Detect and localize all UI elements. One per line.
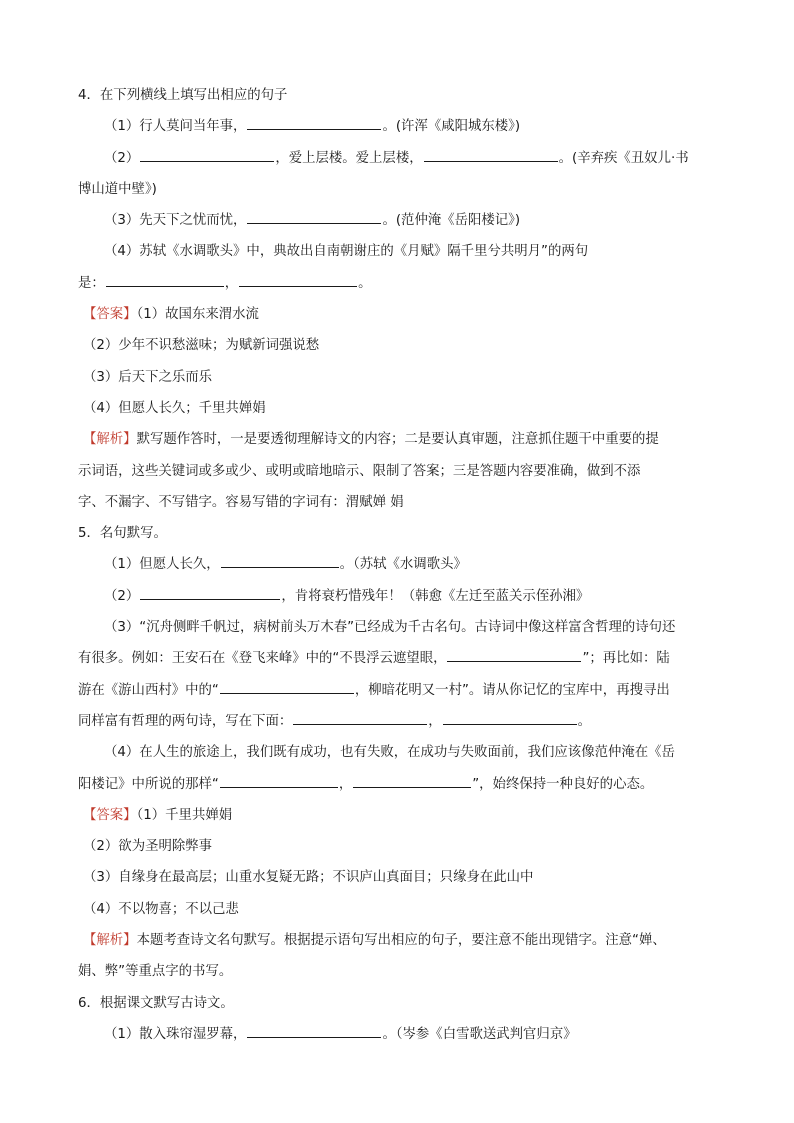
answer-blank[interactable] <box>247 1022 381 1038</box>
answer-blank[interactable] <box>293 709 427 725</box>
q5-item-3-line-2: 有很多。例如：王安石在《登飞来峰》中的“不畏浮云遮望眼， ”；再比如：陆 <box>78 643 724 674</box>
answer-blank[interactable] <box>220 678 354 694</box>
q4-item-1: （1）行人莫问当年事， 。(许浑《咸阳城东楼》) <box>78 111 724 142</box>
q4-item-3: （3）先天下之忧而忧， 。(范仲淹《岳阳楼记》) <box>78 205 724 236</box>
q4-answer-2: （2）少年不识愁滋味；为赋新词强说愁 <box>83 338 320 354</box>
answer-blank[interactable] <box>443 709 577 725</box>
q4-answer-3: （3）后天下之乐而乐 <box>83 369 213 385</box>
q4-analysis-line-2: 示词语，这些关键词或多或少、或明或暗地暗示、限制了答案；三是答题内容要准确，做到不添 <box>78 463 641 479</box>
q6-item-1: （1）散入珠帘湿罗幕， 。（岑参《白雪歌送武判官归京》 <box>78 1019 724 1050</box>
question-4-title: 4．在下列横线上填写出相应的句子 <box>78 88 288 103</box>
answer-blank[interactable] <box>424 146 558 162</box>
q4-item-2: （2） ，爱上层楼。爱上层楼， 。(辛弃疾《丑奴儿·书 <box>78 143 724 174</box>
answer-tag: 【答案】 <box>83 307 137 323</box>
answer-blank[interactable] <box>106 271 224 287</box>
q5-analysis: 【解析】本题考查诗文名句默写。根据提示语句写出相应的句子，要注意不能出现错字。注意“婵、 <box>83 933 666 949</box>
answer-blank[interactable] <box>353 772 471 788</box>
q5-answer-2: （2）欲为圣明除弊事 <box>83 839 213 855</box>
q5-item-2: （2） ，肯将衰朽惜残年！（韩愈《左迁至蓝关示侄孙湘》 <box>78 581 724 612</box>
q4-analysis: 【解析】默写题作答时，一是要透彻理解诗文的内容；二是要认真审题，注意抓住题干中重要的提 <box>83 432 659 448</box>
q4-answer-4: （4）但愿人长久；千里共婵娟 <box>83 400 266 416</box>
q4-answer: 【答案】（1）故国东来渭水流 <box>83 307 259 323</box>
analysis-tag: 【解析】 <box>83 432 137 448</box>
q5-item-3-line-3: 游在《游山西村》中的“ ，柳暗花明又一村”。请从你记忆的宝库中，再搜寻出 <box>78 675 724 706</box>
q5-item-4: （4）在人生的旅途上，我们既有成功，也有失败，在成功与失败面前，我们应该像范仲淹在《岳 <box>104 745 675 761</box>
answer-tag: 【答案】 <box>83 807 137 823</box>
q5-answer-3: （3）自缘身在最高层；山重水复疑无路；不识庐山真面目；只缘身在此山中 <box>83 870 534 886</box>
answer-blank[interactable] <box>220 772 338 788</box>
analysis-tag: 【解析】 <box>83 933 137 949</box>
q4-item-4-continued: 是： ， 。 <box>78 268 724 299</box>
q4-item-2-continued: 博山道中壁》) <box>78 181 157 197</box>
q5-answer: 【答案】（1）千里共婵娟 <box>83 807 233 823</box>
answer-blank[interactable] <box>247 208 381 224</box>
answer-blank[interactable] <box>447 646 581 662</box>
q5-item-4-line-2: 阳楼记》中所说的那样“ ， ”，始终保持一种良好的心态。 <box>78 769 724 800</box>
answer-blank[interactable] <box>221 552 339 568</box>
q4-item-4: （4）苏轼《水调歌头》中，典故出自南朝谢庄的《月赋》隔千里兮共明月”的两句 <box>104 244 589 260</box>
q5-analysis-line-2: 娟、弊”等重点字的书写。 <box>78 964 233 980</box>
q5-answer-4: （4）不以物喜；不以己悲 <box>83 901 239 917</box>
q5-item-3-line-4: 同样富有哲理的两句诗，写在下面： ， 。 <box>78 706 724 737</box>
answer-blank[interactable] <box>140 584 280 600</box>
answer-blank[interactable] <box>247 114 381 130</box>
q4-analysis-line-3: 字、不漏字、不写错字。容易写错的字词有：渭赋婵 娟 <box>78 494 404 510</box>
question-6-title: 6．根据课文默写古诗文。 <box>78 995 234 1011</box>
q5-item-3: （3）“沉舟侧畔千帆过，病树前头万木春”已经成为千古名句。古诗词中像这样富含哲理的诗句还 <box>104 620 676 636</box>
q5-item-1: （1）但愿人长久， 。（苏轼《水调歌头》 <box>78 549 724 580</box>
answer-blank[interactable] <box>140 146 274 162</box>
question-5-title: 5．名句默写。 <box>78 526 167 542</box>
answer-blank[interactable] <box>239 271 357 287</box>
